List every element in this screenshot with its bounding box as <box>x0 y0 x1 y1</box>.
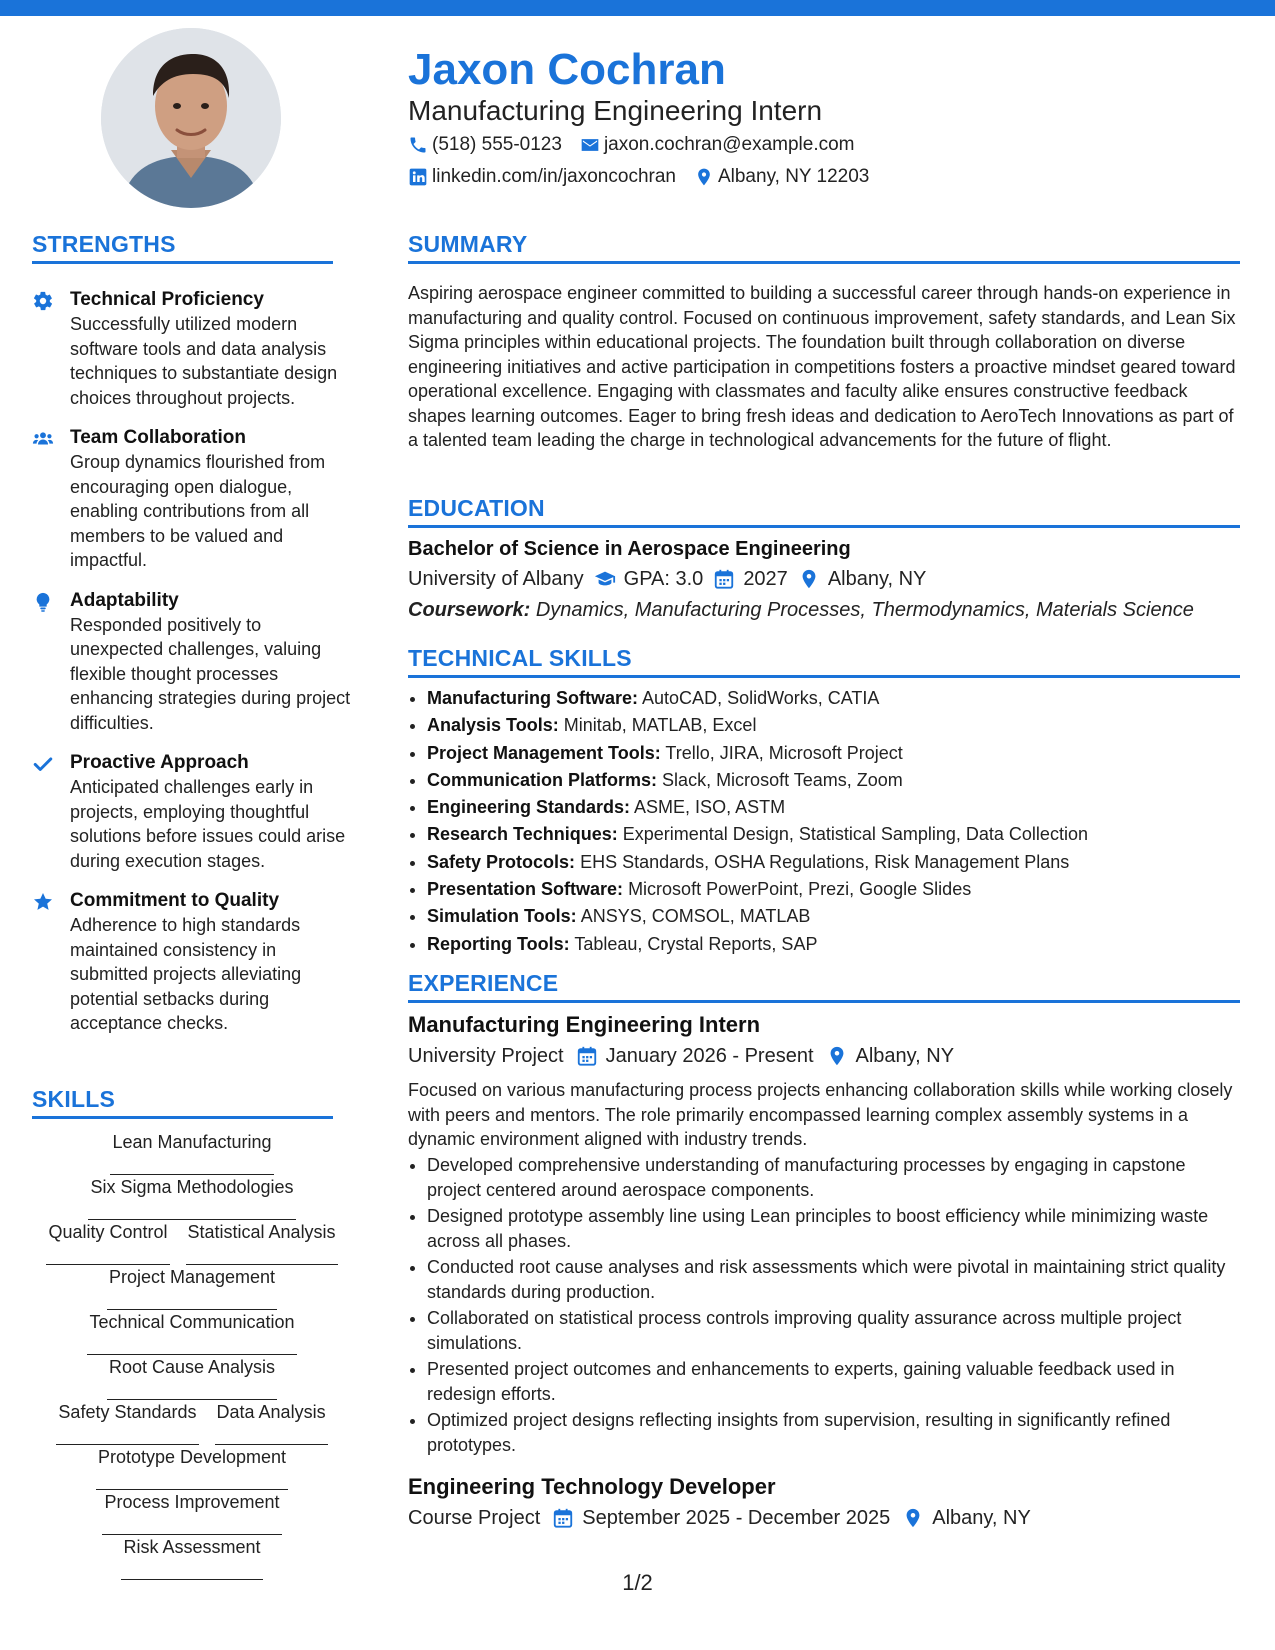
skill-tag: Quality Control <box>46 1220 169 1265</box>
summary-rule <box>408 261 1240 264</box>
skill-tag: Data Analysis <box>215 1400 328 1445</box>
tech-skill-label: Presentation Software: <box>427 879 624 900</box>
tech-skill-label: Manufacturing Software: <box>427 688 639 708</box>
map-pin-icon <box>902 1507 924 1529</box>
strength-item <box>32 889 352 1036</box>
strength-desc: Group dynamics flourished from encouraging open dialogue, enabling contributions from all members to be valued and impactful. <box>70 452 326 570</box>
education-location: Albany, NY <box>827 568 927 590</box>
technical-skills-list <box>408 685 1247 958</box>
skill-tag: Risk Assessment <box>121 1535 262 1580</box>
strength-title: Proactive Approach <box>70 752 249 773</box>
tech-skill-label: Engineering Standards: <box>427 797 631 818</box>
contact-row-1 <box>408 134 873 156</box>
list-item <box>427 712 1247 739</box>
tech-skill-value: EHS Standards, OSHA Regulations, Risk Management Plans <box>580 851 1070 872</box>
job-description: Focused on various manufacturing process projects enhancing collaboration skills while working closely with peers and mentors. The role primarily encompassed learning complex assembly systems in a dynamic environment aligned with industry trends. <box>408 1080 1233 1149</box>
skill-tag: Six Sigma Methodologies <box>88 1175 295 1220</box>
summary-heading: SUMMARY <box>408 231 528 257</box>
job-dates: January 2026 - Present <box>605 1045 814 1067</box>
list-item <box>427 931 1247 958</box>
job-title: Manufacturing Engineering Intern <box>408 1012 761 1037</box>
calendar-icon <box>576 1045 598 1067</box>
tech-skill-value: Microsoft PowerPoint, Prezi, Google Slides <box>628 879 972 900</box>
job-location: Albany, NY <box>855 1045 955 1067</box>
education-heading: EDUCATION <box>408 495 545 521</box>
job-org: University Project <box>408 1045 564 1067</box>
job-dates: September 2025 - December 2025 <box>582 1507 891 1529</box>
degree-title: Bachelor of Science in Aerospace Engineering <box>408 538 851 560</box>
tech-skill-value: ANSYS, COMSOL, MATLAB <box>580 906 811 927</box>
contact-row-2 <box>408 166 887 188</box>
job-bullets <box>408 1153 1240 1459</box>
tech-skill-label: Safety Protocols: <box>427 851 576 872</box>
tech-skill-label: Communication Platforms: <box>427 769 658 790</box>
skills-list <box>32 1130 352 1580</box>
strength-item <box>32 288 352 410</box>
job-meta <box>408 1042 954 1070</box>
phone-text: (518) 555-0123 <box>432 134 562 155</box>
map-pin-icon <box>798 568 820 590</box>
top-accent-bar <box>0 0 1275 16</box>
skill-tag: Statistical Analysis <box>186 1220 338 1265</box>
list-item: • Developed comprehensive understanding of manufacturing processes by engaging in capstone project centered around aerospace components. <box>427 1153 1240 1202</box>
skill-tag: Prototype Development <box>96 1445 288 1490</box>
graduation-year: 2027 <box>743 568 788 590</box>
tech-skill-label: Analysis Tools: <box>427 715 559 736</box>
tech-skill-value: AutoCAD, SolidWorks, CATIA <box>642 688 880 708</box>
summary-text: Aspiring aerospace engineer committed to building a successful career through hands-on experience in manufacturing and quality control. Focused on continuous improvement, safety standards, and Lean Six Sigma principles within educational projects. The foundation built through collaboration on diverse engineering initiatives and active participation in competitions fosters a proactive mindset geared toward operational excellence. Engaging with classmates and faculty alike ensures constructive feedback shapes learning outcomes. Eager to bring fresh ideas and dedication to AeroTech Innovations as part of a talented team leading the charge in technological advancements for the future of flight. <box>408 283 1236 450</box>
calendar-icon <box>552 1507 574 1529</box>
skill-tag: Lean Manufacturing <box>110 1130 273 1175</box>
strengths-heading: STRENGTHS <box>32 231 176 257</box>
tech-skill-value: Tableau, Crystal Reports, SAP <box>574 933 818 954</box>
tech-skill-label: Research Techniques: <box>427 824 618 845</box>
linkedin-icon <box>408 167 428 187</box>
strength-title: Team Collaboration <box>70 427 246 448</box>
email-text: jaxon.cochran@example.com <box>603 134 855 155</box>
skill-tag: Technical Communication <box>87 1310 296 1355</box>
users-icon <box>32 428 54 450</box>
skill-tag: Root Cause Analysis <box>107 1355 277 1400</box>
technical-skills-rule <box>408 675 1240 678</box>
skills-heading: SKILLS <box>32 1086 115 1112</box>
location-text: Albany, NY 12203 <box>717 166 870 187</box>
email-icon <box>580 135 600 155</box>
tech-skill-label: Project Management Tools: <box>427 742 661 763</box>
list-item <box>427 767 1247 794</box>
location-contact <box>694 166 869 188</box>
list-item: • Conducted root cause analyses and risk assessments which were pivotal in maintaining strict quality standards during production. <box>427 1255 1240 1304</box>
list-item <box>427 876 1247 903</box>
phone-contact[interactable] <box>408 134 562 156</box>
strength-title: Adaptability <box>70 589 179 611</box>
coursework-label: Coursework: <box>408 599 531 621</box>
map-pin-icon <box>694 167 714 187</box>
skill-tag: Process Improvement <box>102 1490 281 1535</box>
job-meta <box>408 1504 1031 1532</box>
tech-skill-value: Slack, Microsoft Teams, Zoom <box>662 769 903 790</box>
experience-rule <box>408 1000 1240 1003</box>
tech-skill-label: Simulation Tools: <box>427 906 577 927</box>
education-details <box>408 565 926 593</box>
phone-icon <box>408 135 428 155</box>
strengths-list <box>32 288 352 1052</box>
tech-skill-value: Experimental Design, Statistical Sampling, Data Collection <box>622 824 1088 845</box>
strength-item <box>32 751 352 873</box>
gear-icon <box>32 290 54 312</box>
lightbulb-icon <box>32 591 54 613</box>
list-item: • Presented project outcomes and enhancements to experts, gaining valuable feedback used in redesign efforts. <box>427 1357 1240 1406</box>
strength-title: Commitment to Quality <box>70 890 280 911</box>
experience-heading: EXPERIENCE <box>408 970 559 996</box>
skills-rule <box>32 1116 333 1119</box>
email-contact[interactable] <box>580 134 855 156</box>
tech-skill-value: Minitab, MATLAB, Excel <box>563 715 757 736</box>
tech-skill-value: ASME, ISO, ASTM <box>634 797 786 818</box>
list-item: • Designed prototype assembly line using Lean principles to boost efficiency while minimizing waste across all phases. <box>427 1204 1240 1253</box>
calendar-icon <box>713 568 735 590</box>
list-item <box>427 849 1247 876</box>
linkedin-text: linkedin.com/in/jaxoncochran <box>432 166 676 187</box>
job-location: Albany, NY <box>932 1507 1031 1529</box>
strength-desc: Responded positively to unexpected challenges, valuing flexible thought processes enhancing strategies during project difficulties. <box>70 614 351 733</box>
list-item <box>427 740 1247 767</box>
strength-item <box>32 589 352 736</box>
check-icon <box>32 753 54 775</box>
tech-skill-value: Trello, JIRA, Microsoft Project <box>665 742 903 763</box>
list-item <box>427 821 1247 848</box>
candidate-role: Manufacturing Engineering Intern <box>408 95 823 126</box>
list-item <box>427 685 1247 712</box>
strength-desc: Successfully utilized modern software tools and data analysis techniques to substantiate design choices throughout projects. <box>70 314 338 408</box>
gpa-text: GPA: 3.0 <box>623 568 704 590</box>
coursework-text: Dynamics, Manufacturing Processes, Thermodynamics, Materials Science <box>535 599 1194 621</box>
candidate-name: Jaxon Cochran <box>408 45 726 94</box>
map-pin-icon <box>826 1045 848 1067</box>
profile-photo-illustration <box>101 28 281 208</box>
strengths-rule <box>32 261 333 264</box>
tech-skill-label: Reporting Tools: <box>427 933 570 954</box>
list-item <box>427 903 1247 930</box>
list-item: • Collaborated on statistical process controls improving quality assurance across multiple project simulations. <box>427 1306 1240 1355</box>
strength-desc: Anticipated challenges early in projects, employing thoughtful solutions before issues could arise during execution stages. <box>70 777 346 871</box>
job-title: Engineering Technology Developer <box>408 1474 776 1499</box>
job-org: Course Project <box>408 1507 541 1529</box>
strength-desc: Adherence to high standards maintained consistency in submitted projects alleviating potential setbacks during acceptance checks. <box>70 915 302 1033</box>
education-rule <box>408 525 1240 528</box>
list-item <box>427 794 1247 821</box>
star-icon <box>32 891 54 913</box>
profile-photo <box>101 28 281 208</box>
coursework-line <box>408 596 1194 624</box>
technical-skills-heading: TECHNICAL SKILLS <box>408 645 632 671</box>
strength-title: Technical Proficiency <box>70 289 264 310</box>
page-number: 1/2 <box>622 1570 653 1595</box>
graduation-cap-icon <box>594 568 616 590</box>
skill-tag: Project Management <box>107 1265 277 1310</box>
skill-tag: Safety Standards <box>56 1400 198 1445</box>
school-name: University of Albany <box>408 568 584 590</box>
list-item: • Optimized project designs reflecting insights from supervision, resulting in significantly refined prototypes. <box>427 1408 1240 1457</box>
linkedin-contact[interactable] <box>408 166 676 188</box>
strength-item <box>32 426 352 573</box>
